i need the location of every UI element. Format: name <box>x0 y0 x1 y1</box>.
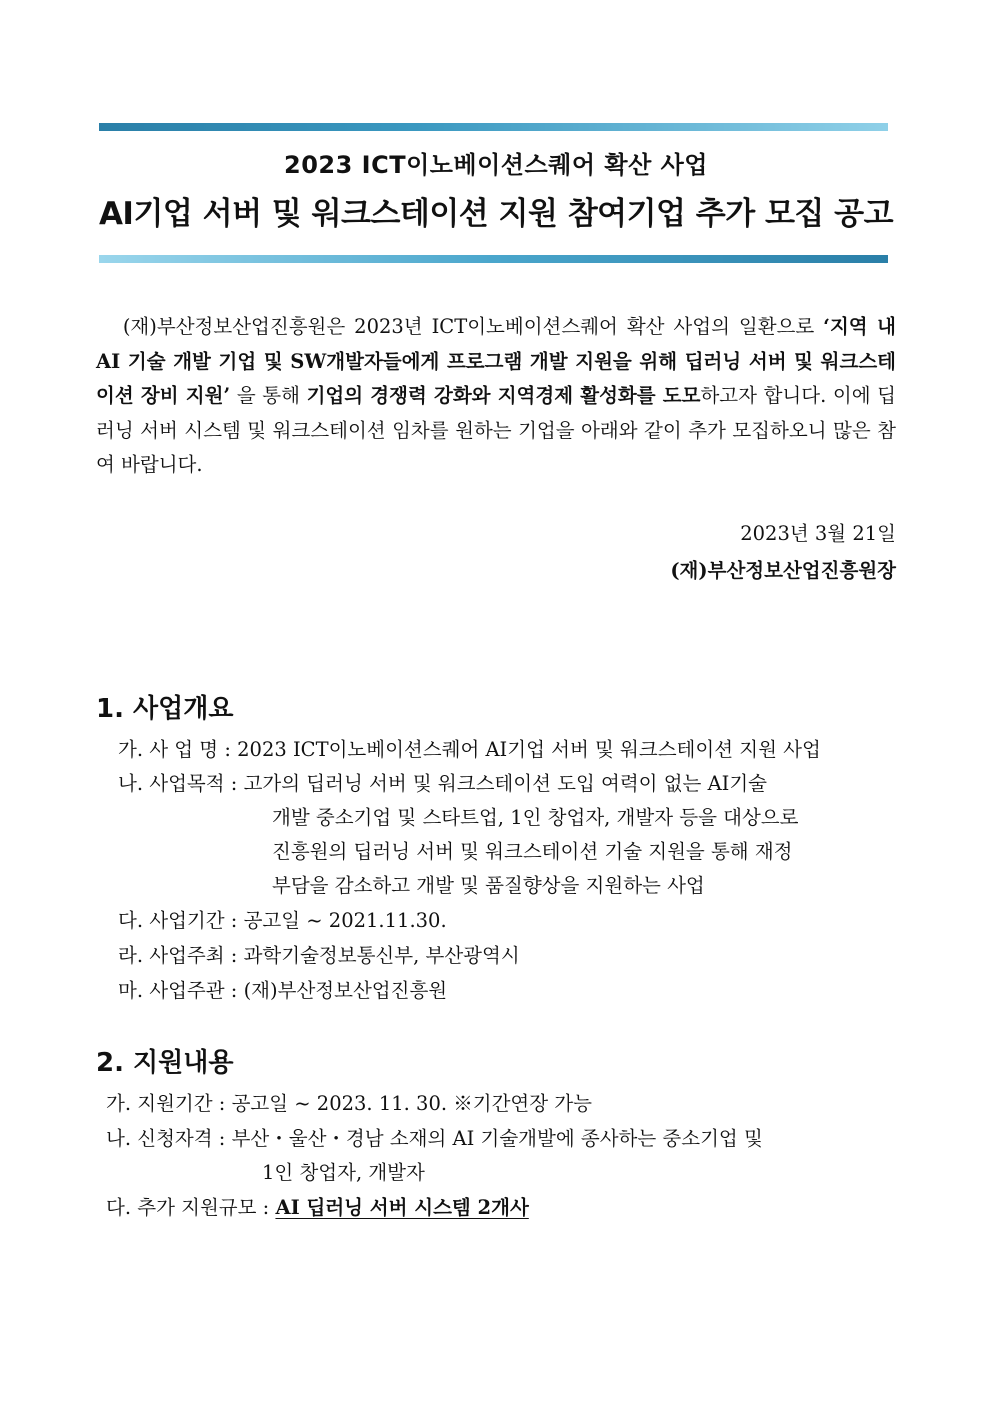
s1-item-e-value: (재)부산정보산업진흥원 <box>243 979 448 1002</box>
s1-item-d <box>118 940 520 968</box>
s1-item-e-key: 마. 사업주관 : <box>118 979 238 1002</box>
notice-date: 2023년 3월 21일 <box>740 522 896 545</box>
s1-item-b <box>118 768 767 796</box>
s1-item-e <box>118 975 447 1003</box>
s1-item-d-value: 과학기술정보통신부, 부산광역시 <box>243 944 520 967</box>
section2-heading: 2. 지원내용 <box>96 1048 234 1078</box>
s1-item-a <box>118 734 821 762</box>
s2-item-a-value: 공고일 ~ 2023. 11. 30. ※기간연장 가능 <box>231 1092 592 1115</box>
s1-item-a-key: 가. 사 업 명 : <box>118 738 231 761</box>
title-line2: AI기업 서버 및 워크스테이션 지원 참여기업 추가 모집 공고 <box>98 196 894 232</box>
s1-item-a-value: 2023 ICT이노베이션스퀘어 AI기업 서버 및 워크스테이션 지원 사업 <box>237 738 821 761</box>
intro-paragraph <box>96 310 896 483</box>
header-bottom-bar <box>99 255 888 263</box>
s1-item-c-value: 공고일 ~ 2021.11.30. <box>243 909 447 932</box>
intro-text-1: (재)부산정보산업진흥원은 2023년 ICT이노베이션스퀘어 확산 사업의 일환으로 <box>122 315 824 338</box>
s2-item-c-key: 다. 추가 지원규모 : <box>106 1196 270 1219</box>
s1-item-b-cont1: 개발 중소기업 및 스타트업, 1인 창업자, 개발자 등을 대상으로 <box>272 806 799 829</box>
s2-item-b-cont1: 1인 창업자, 개발자 <box>262 1161 425 1184</box>
s1-item-c <box>118 905 447 933</box>
s2-item-b <box>106 1123 763 1151</box>
header-top-bar <box>99 123 888 131</box>
s1-item-b-cont3: 부담을 감소하고 개발 및 품질향상을 지원하는 사업 <box>272 874 705 897</box>
s1-item-d-key: 라. 사업주최 : <box>118 944 238 967</box>
s1-item-b-cont2: 진흥원의 딥러닝 서버 및 워크스테이션 기술 지원을 통해 재정 <box>272 840 793 863</box>
title-line1: 2023 ICT이노베이션스퀘어 확산 사업 <box>284 151 708 179</box>
s1-item-b-key: 나. 사업목적 : <box>118 772 238 795</box>
s2-item-c-value: AI 딥러닝 서버 시스템 2개사 <box>275 1196 529 1219</box>
intro-text-5: 하고자 합니다. 이에 딥러닝 서버 시스템 및 워크스테이션 임차를 원하는 기업을 아래와 같이 추가 모집하오니 많은 참여 바랍니다. <box>96 384 897 476</box>
s2-item-b-value: 부산・울산・경남 소재의 AI 기술개발에 종사하는 중소기업 및 <box>231 1127 763 1150</box>
intro-text-2: ‘지역 내 AI 기술 개발 기업 및 SW개발자들에게 프로그램 개발 지원을 위해 딥러닝 서버 및 워크스테이션 장비 지원’ <box>96 315 896 407</box>
s2-item-c <box>106 1192 529 1220</box>
s2-item-b-key: 나. 신청자격 : <box>106 1127 226 1150</box>
s1-item-b-value: 고가의 딥러닝 서버 및 워크스테이션 도입 여력이 없는 AI기술 <box>243 772 768 795</box>
s2-item-a <box>106 1088 592 1116</box>
notice-signer: (재)부산정보산업진흥원장 <box>670 559 896 582</box>
s2-item-a-key: 가. 지원기간 : <box>106 1092 226 1115</box>
intro-text-3: 을 통해 <box>230 384 307 407</box>
section1-heading: 1. 사업개요 <box>96 694 234 724</box>
s1-item-c-key: 다. 사업기간 : <box>118 909 238 932</box>
intro-text-4: 기업의 경쟁력 강화와 지역경제 활성화를 도모 <box>306 384 701 407</box>
